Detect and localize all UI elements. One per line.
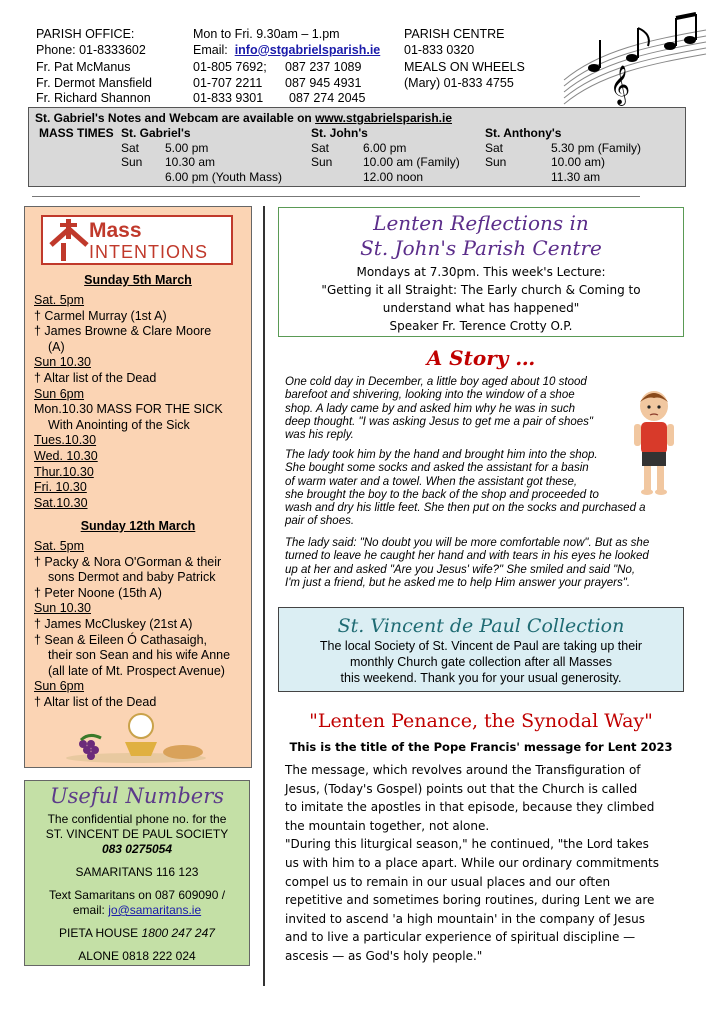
logo-mass-text: Mass [89,219,142,242]
svdp-line: this weekend. Thank you for your usual generosity. [340,671,622,685]
priest-name: Fr. Richard Shannon [36,91,151,105]
intention-line: † Sean & Eileen Ó Cathasaigh, [34,632,208,647]
church-name: St. Gabriel's [121,126,191,140]
priest-mobile: 087 237 1089 [285,60,362,74]
music-notes-icon [560,10,708,106]
samaritans-email[interactable]: jo@samaritans.ie [108,903,202,917]
story-title: A Story … [426,346,536,370]
sunday2-heading: Sunday 12th March [80,519,196,533]
pieta-label: PIETA HOUSE [59,926,139,940]
time: 5.00 pm [165,140,209,155]
story-line: wash and dry his little feet. She then put on the socks and purchased a [285,502,646,515]
office-hours: Mon to Fri. 9.30am – 1.pm [193,27,340,41]
useful-numbers-title: Useful Numbers [49,784,225,808]
intention-line: Wed. 10.30 [34,448,98,463]
text-samaritans: Text Samaritans on 087 609090 / [48,888,226,902]
intention-line: Sun 6pm [34,679,85,694]
time: 5.30 pm (Family) [551,140,642,155]
church-name: St. John's [311,126,368,140]
penance-line: and to live a particular experience of spiritual discipline — [285,930,636,945]
day: Sat [311,140,330,155]
reflections-line: Speaker Fr. Terence Crotty O.P. [389,319,573,333]
divider [32,196,640,197]
penance-line: invited to ascend 'a high mountain' in the company of Jesus [285,911,645,926]
priest-mobile: 087 274 2045 [289,91,366,105]
column-divider [263,206,265,986]
webcam-note [35,111,452,126]
svdp-line: The local Society of St. Vincent de Paul are taking up their [319,639,643,653]
intention-line: Mon.10.30 MASS FOR THE SICK [34,402,223,417]
penance-line: repetitive and sometimes boring routines, during Lent we are [285,893,655,908]
day: Sun [121,155,143,169]
priest-mobile: 087 945 4931 [285,75,362,90]
intention-line: Thur.10.30 [34,464,94,479]
story-paragraph-3 [285,537,680,590]
centre-phone: 01-833 0320 [404,42,475,57]
penance-line: Jesus, (Today's Gospel) points out that the Church is called [285,781,638,796]
intention-line: Fri. 10.30 [34,480,87,495]
boy-icon [630,388,678,498]
story-line: The lady took him by the hand and brought him into the shop. [285,449,598,461]
pieta-phone: 1800 247 247 [141,926,215,940]
story-line: I'm just a friend, but he asked me to help Him answer your prayers". [285,576,631,589]
intention-line: Sun 6pm [34,386,85,401]
story-line: shop. A lady came by and asked him why he was in such [285,402,575,415]
penance-line: us with him to a place apart. While our ordinary commitments [285,855,659,870]
intention-line: sons Dermot and baby Patrick [48,570,216,585]
day: Sun [311,155,333,169]
intention-line: (A) [48,339,65,354]
story-line: deep thought. "I was asking Jesus to get me a pair of shoes" [285,415,593,428]
church-roof-icon [49,219,89,263]
email-label: email: [72,903,105,917]
intention-line: † Carmel Murray (1st A) [34,308,167,323]
intention-line: † James Browne & Clare Moore [34,324,212,339]
email-link[interactable]: info@stgabrielsparish.ie [234,42,381,57]
penance-line: The message, which revolves around the Transfiguration of [285,763,641,777]
story-line: turned to leave he caught her hand and with tears in his eyes he looked [285,550,649,563]
meals-contact: (Mary) 01-833 4755 [404,75,514,90]
centre-block [404,27,504,58]
day: Sun [485,155,507,169]
intention-line: Sun 10.30 [34,355,91,370]
samaritans-email-line [25,903,249,918]
story-paragraph-2 [285,449,675,529]
priest-name: Fr. Dermot Mansfield [36,75,153,90]
mass-intentions-logo [41,215,233,265]
alone: ALONE 0818 222 024 [78,949,196,963]
priests-phone1 [193,60,267,107]
reflections-line: "Getting it all Straight: The Early church & Coming to [321,283,641,297]
church-name: St. Anthony's [485,126,562,140]
intention-line: With Anointing of the Sick [48,417,190,432]
svp-text: The confidential phone no. for the ST. VINCENT DE PAUL SOCIETY [45,812,229,841]
sunday1-list [34,293,249,511]
story-line: of warm water and a towel. When the assistant got these, [285,475,578,488]
story-line: She bought some socks and asked the assistant for a basin [285,462,589,475]
webcam-url[interactable]: www.stgabrielsparish.ie [315,111,453,125]
intention-line: Sat. 5pm [34,293,85,307]
sunday-heading [25,273,251,289]
svdp-line: monthly Church gate collection after all Masses [350,655,612,669]
sunday2-list [34,539,249,711]
penance-line: compel us to remain in our usual places and our often [285,874,611,889]
priests-names [36,60,152,107]
time: 6.00 pm [363,140,407,155]
time: 12.00 noon [363,169,424,184]
centre-label: PARISH CENTRE [404,27,505,41]
intention-line: their son Sean and his wife Anne [48,648,231,663]
svg-text:𝄞: 𝄞 [610,65,631,105]
meals-label: MEALS ON WHEELS [404,60,525,74]
intention-line: † Altar list of the Dead [34,370,157,385]
time: 10.00 am (Family) [363,155,460,169]
meals-block [404,60,525,91]
intention-line: † Altar list of the Dead [34,694,157,709]
intention-line: † Peter Noone (15th A) [34,585,162,600]
webcam-text: St. Gabriel's Notes and Webcam are available on [35,111,312,125]
mass-times-label: MASS TIMES [39,126,114,140]
lenten-reflections-box [278,207,684,337]
time: 6.00 pm (Youth Mass) [165,169,282,184]
penance-line: "During this liturgical season," he continued, "the Lord takes [285,837,649,852]
svp-phone: 083 0275054 [101,842,173,856]
useful-numbers-panel [24,780,250,966]
penance-title: "Lenten Penance, the Synodal Way" [309,710,653,732]
bread-wine-icon [61,712,211,764]
pieta-house [25,926,249,941]
intention-line: † James McCluskey (21st A) [34,616,193,631]
intention-line: (all late of Mt. Prospect Avenue) [48,663,225,678]
reflections-line: Mondays at 7.30pm. This week's Lecture: [356,265,606,279]
office-label: PARISH OFFICE: [36,27,135,41]
time: 10.00 am) [551,155,606,169]
sunday-heading [25,519,251,535]
email-label: Email: [193,42,228,57]
intention-line: Sun 10.30 [34,601,91,616]
story-line: she brought the boy to the back of the shop and proceeded to [285,488,599,501]
priest-name: Fr. Pat McManus [36,60,131,74]
story-line: up at her and asked "Are you Jesus' wife?" She smiled and said "No, [285,563,636,576]
intention-line: Sat.10.30 [34,495,88,510]
penance-line: ascesis — as God's holy people." [285,948,483,963]
reflections-line: understand what has happened" [382,301,580,315]
penance-subtitle: This is the title of the Pope Francis' message for Lent 2023 [289,740,673,754]
day: Sat [121,140,140,155]
mass-times-box [28,107,686,187]
time: 10.30 am [165,155,216,169]
story-line: One cold day in December, a little boy aged about 10 stood [285,376,587,388]
priests-phone2 [285,60,365,107]
office-hours-block [193,27,380,58]
penance-line: to imitate the apostles in that episode, because they climbed [285,800,655,815]
svdp-collection-box [278,607,684,692]
intention-line: † Packy & Nora O'Gorman & their [34,554,222,569]
priest-phone: 01-833 9301 [193,91,264,105]
day: Sat [485,140,504,155]
priest-phone: 01-805 7692; [193,60,267,74]
office-phone: Phone: 01-8333602 [36,42,146,57]
mass-intentions-panel [24,206,252,768]
priest-phone: 01-707 2211 [193,75,263,90]
story-line: The lady said: "No doubt you will be more comfortable now". But as she [285,537,650,549]
penance-body [285,761,685,966]
story-line: pair of shoes. [285,515,355,528]
story-line: was his reply. [285,429,354,442]
intention-line: Tues.10.30 [34,433,97,448]
reflections-title-2: St. John's Parish Centre [360,236,602,260]
svdp-title: St. Vincent de Paul Collection [337,615,625,637]
story-line: barefoot and shivering, looking into the window of a shoe [285,389,575,402]
samaritans: SAMARITANS 116 123 [75,865,199,879]
story-paragraph-1 [285,376,625,442]
time: 11.30 am [551,169,601,184]
logo-intentions-text: INTENTIONS [89,242,209,262]
penance-line: the mountain together, not alone. [285,818,490,833]
intention-line: Sat. 5pm [34,539,85,553]
reflections-title-1: Lenten Reflections in [373,211,589,235]
sunday1-heading: Sunday 5th March [84,273,192,287]
